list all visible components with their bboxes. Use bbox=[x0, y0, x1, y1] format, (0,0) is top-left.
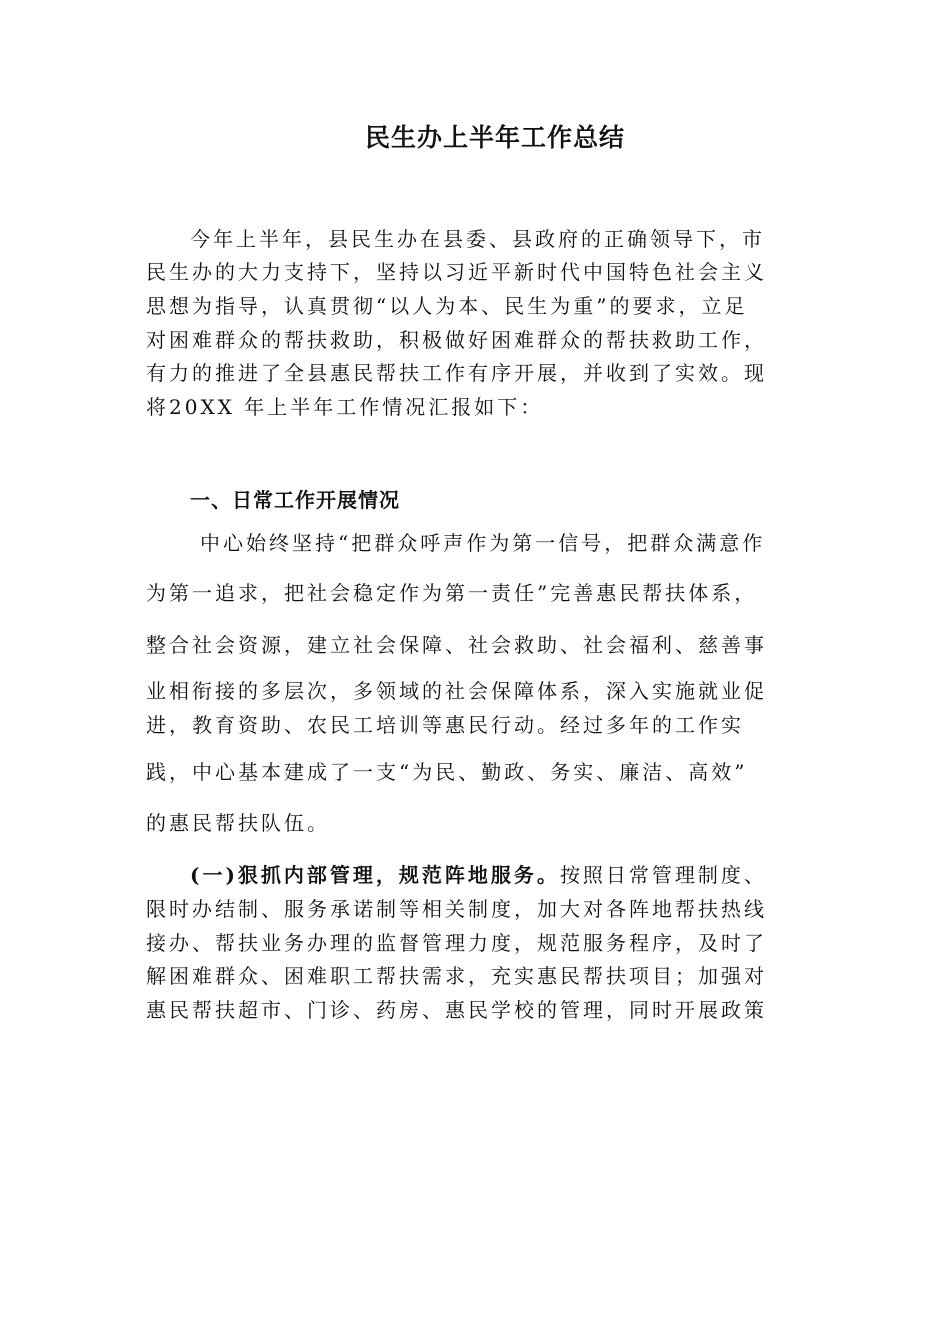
section-line: 中心始终坚持“把群众呼声作为第一信号，把群众满意作 bbox=[200, 531, 766, 555]
section-line: 整合社会资源，建立社会保障、社会救助、社会福利、慈善事 bbox=[146, 633, 767, 657]
section-line: 进，教育资助、农民工培训等惠民行动。经过多年的工作实 bbox=[146, 713, 744, 737]
section-line: 为第一追求，把社会稳定作为第一责任”完善惠民帮扶体系， bbox=[146, 581, 758, 605]
intro-line: 今年上半年，县民生办在县委、县政府的正确领导下，市 bbox=[190, 227, 765, 251]
subsection-first-line bbox=[146, 865, 767, 885]
subsection-line: 限时办结制、服务承诺制等相关制度，加大对各阵地帮扶热线 bbox=[146, 897, 767, 921]
section-line: 业相衔接的多层次，多领域的社会保障体系，深入实施就业促 bbox=[146, 679, 767, 703]
subsection-line: 解困难群众、困难职工帮扶需求，充实惠民帮扶项目；加强对 bbox=[146, 964, 767, 988]
intro-line: 对困难群众的帮扶救助，积极做好困难群众的帮扶救助工作， bbox=[146, 328, 767, 352]
intro-line: 思想为指导，认真贯彻“以人为本、民生为重”的要求，立足 bbox=[146, 294, 748, 318]
intro-line: 将20XX 年上半年工作情况汇报如下： bbox=[146, 395, 544, 419]
subsection-line: 惠民帮扶超市、门诊、药房、惠民学校的管理，同时开展政策 bbox=[146, 998, 767, 1022]
subsection-first-line-rest: 按照日常管理制度、 bbox=[559, 863, 767, 887]
section-line: 的惠民帮扶队伍。 bbox=[146, 811, 330, 835]
section-line: 践，中心基本建成了一支“为民、勤政、务实、廉洁、高效” bbox=[146, 760, 748, 784]
document-title: 民生办上半年工作总结 bbox=[364, 123, 625, 152]
subsection-heading: (一)狠抓内部管理，规范阵地服务。 bbox=[190, 863, 560, 887]
section-heading: 一、日常工作开展情况 bbox=[190, 488, 400, 512]
subsection-line: 接办、帮扶业务办理的监督管理力度，规范服务程序，及时了 bbox=[146, 931, 767, 955]
intro-line: 有力的推进了全县惠民帮扶工作有序开展，并收到了实效。现 bbox=[146, 361, 767, 385]
intro-line: 民生办的大力支持下，坚持以习近平新时代中国特色社会主义 bbox=[146, 260, 767, 284]
